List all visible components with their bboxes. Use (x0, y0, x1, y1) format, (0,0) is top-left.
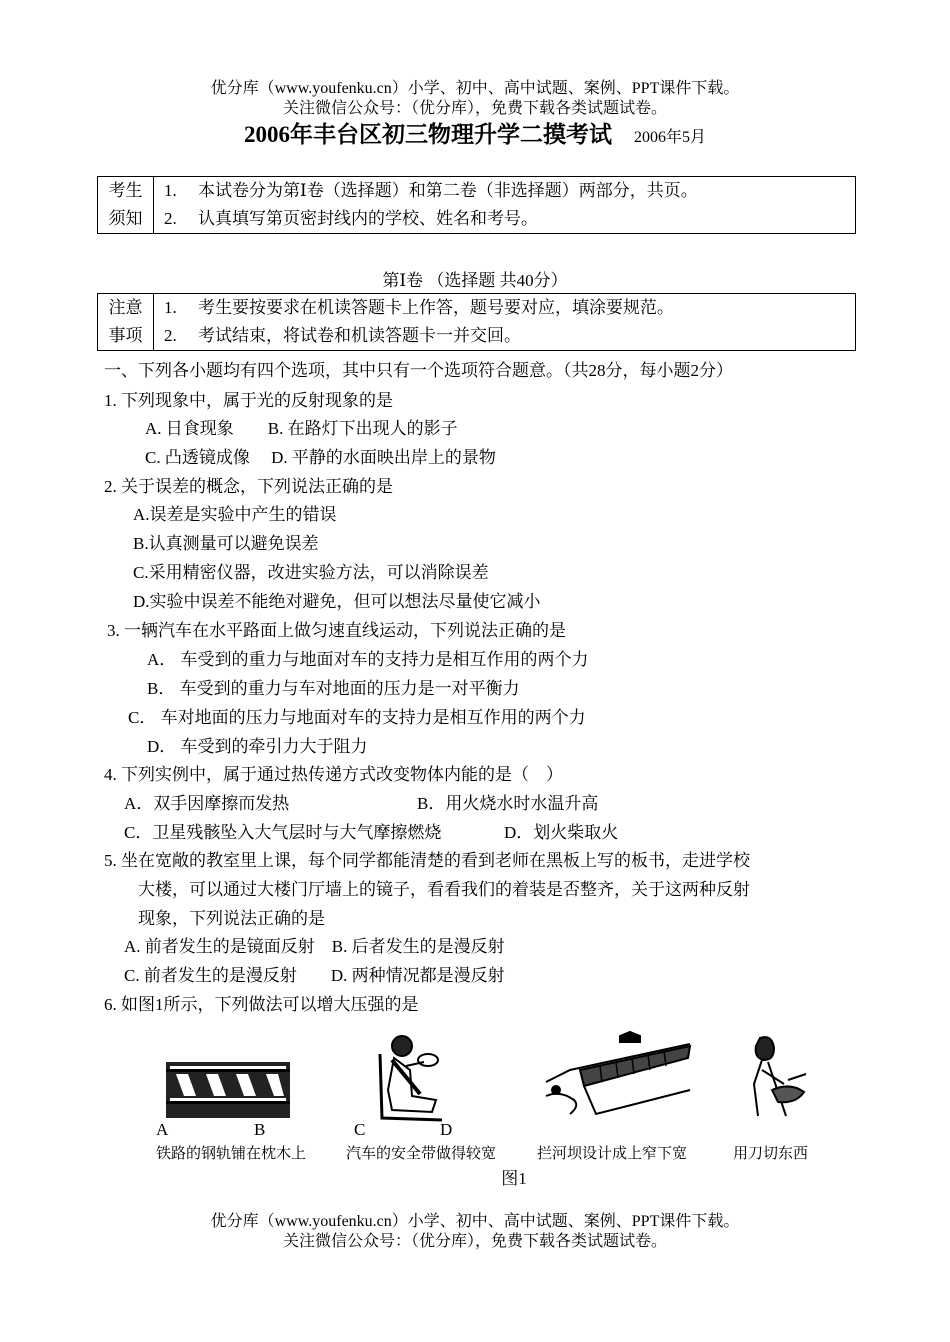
question-2-option-c: C.采用精密仪器，改进实验方法，可以消除误差 (133, 563, 489, 582)
footer-line-2: 关注微信公众号：（优分库），免费下载各类试题试卷。 (282, 1233, 667, 1250)
question-6-stem: 6. 如图1所示，下列做法可以增大压强的是 (104, 995, 419, 1014)
question-5-options-ab: A. 前者发生的是镜面反射 B. 后者发生的是漫反射 (124, 937, 505, 956)
figure-caption-a: 铁路的钢轨铺在枕木上 (156, 1146, 307, 1162)
notice-item: 1. 本试卷分为第Ⅰ卷（选择题）和第二卷（非选择题）两部分，共页。 (164, 181, 698, 200)
question-1-options-ab: A. 日食现象 B. 在路灯下出现人的影子 (145, 419, 458, 438)
question-3-option-c: C． 车对地面的压力与地面对车的支持力是相互作用的两个力 (128, 708, 586, 727)
question-5-options-cd: C. 前者发生的是漫反射 D. 两种情况都是漫反射 (124, 966, 505, 985)
header-line-1: 优分库（www.youfenku.cn）小学、初中、高中试题、案例、PPT课件下载。 (210, 80, 740, 97)
notice-items (154, 177, 856, 234)
car-seatbelt-icon (372, 1030, 450, 1124)
knife-cutting-icon (738, 1034, 810, 1118)
question-5-line-1: 5. 坐在宽敞的教室里上课，每个同学都能清楚的看到老师在黑板上写的板书，走进学校 (104, 851, 750, 870)
question-5-line-3: 现象，下列说法正确的是 (138, 909, 325, 928)
question-3-stem: 3. 一辆汽车在水平路面上做匀速直线运动，下列说法正确的是 (107, 621, 566, 640)
notice-item: 2. 认真填写第页密封线内的学校、姓名和考号。 (164, 209, 538, 228)
exam-title: 2006年丰台区初三物理升学二摸考试 (243, 122, 612, 147)
exam-date: 2006年5月 (633, 129, 706, 146)
railway-track-icon (166, 1052, 290, 1122)
notice-item: 2. 考试结束，将试卷和机读答题卡一并交回。 (164, 326, 521, 345)
question-2-option-a: A.误差是实验中产生的错误 (133, 505, 337, 524)
notice-items (154, 294, 856, 351)
question-3-option-a: A． 车受到的重力与地面对车的支持力是相互作用的两个力 (147, 650, 589, 669)
figure-label: 图1 (501, 1169, 527, 1188)
figure-caption-b: 汽车的安全带做得较宽 (346, 1146, 497, 1162)
notice-box-attention (97, 293, 856, 351)
figure-caption-c: 拦河坝设计成上窄下宽 (537, 1146, 688, 1162)
question-4-option-a: A．双手因摩擦而发热 (124, 794, 290, 813)
question-4-option-d: D．划火柴取火 (504, 823, 619, 842)
header-line-2: 关注微信公众号：（优分库），免费下载各类试题试卷。 (282, 100, 667, 117)
page-title (0, 121, 950, 152)
question-2-option-d: D.实验中误差不能绝对避免，但可以想法尽量使它减小 (133, 592, 541, 611)
notice-item: 1. 考生要按要求在机读答题卡上作答，题号要对应，填涂要规范。 (164, 298, 674, 317)
notice-label: 考生 须知 (98, 177, 154, 234)
notice-label: 注意 事项 (98, 294, 154, 351)
figure-letter-c: C (354, 1120, 366, 1139)
question-5-line-2: 大楼，可以通过大楼门厅墙上的镜子，看看我们的着装是否整齐，关于这两种反射 (138, 880, 750, 899)
question-1-stem: 1. 下列现象中，属于光的反射现象的是 (104, 391, 393, 410)
section-title: 第Ⅰ卷 （选择题 共40分） (382, 271, 568, 290)
figure-letter-b: B (254, 1120, 266, 1139)
question-4-option-b: B．用火烧水时水温升高 (417, 794, 599, 813)
figure-letter-d: D (440, 1120, 453, 1139)
section-instruction: 一、下列各小题均有四个选项，其中只有一个选项符合题意。（共28分，每小题2分） (104, 361, 733, 380)
figure-letter-a: A (156, 1120, 169, 1139)
question-4-stem: 4. 下列实例中，属于通过热传递方式改变物体内能的是（ ） (104, 765, 563, 784)
question-2-stem: 2. 关于误差的概念，下列说法正确的是 (104, 477, 393, 496)
question-1-options-cd: C. 凸透镜成像 D. 平静的水面映出岸上的景物 (145, 448, 496, 467)
footer-line-1: 优分库（www.youfenku.cn）小学、初中、高中试题、案例、PPT课件下载。 (210, 1213, 740, 1230)
question-4-option-c: C．卫星残骸坠入大气层时与大气摩擦燃烧 (124, 823, 442, 842)
question-2-option-b: B.认真测量可以避免误差 (133, 534, 319, 553)
notice-box-candidate (97, 176, 856, 234)
question-3-option-d: D． 车受到的牵引力大于阻力 (147, 737, 368, 756)
question-3-option-b: B． 车受到的重力与车对地面的压力是一对平衡力 (147, 679, 520, 698)
dam-icon (540, 1030, 692, 1116)
figure-caption-d: 用刀切东西 (733, 1146, 809, 1162)
